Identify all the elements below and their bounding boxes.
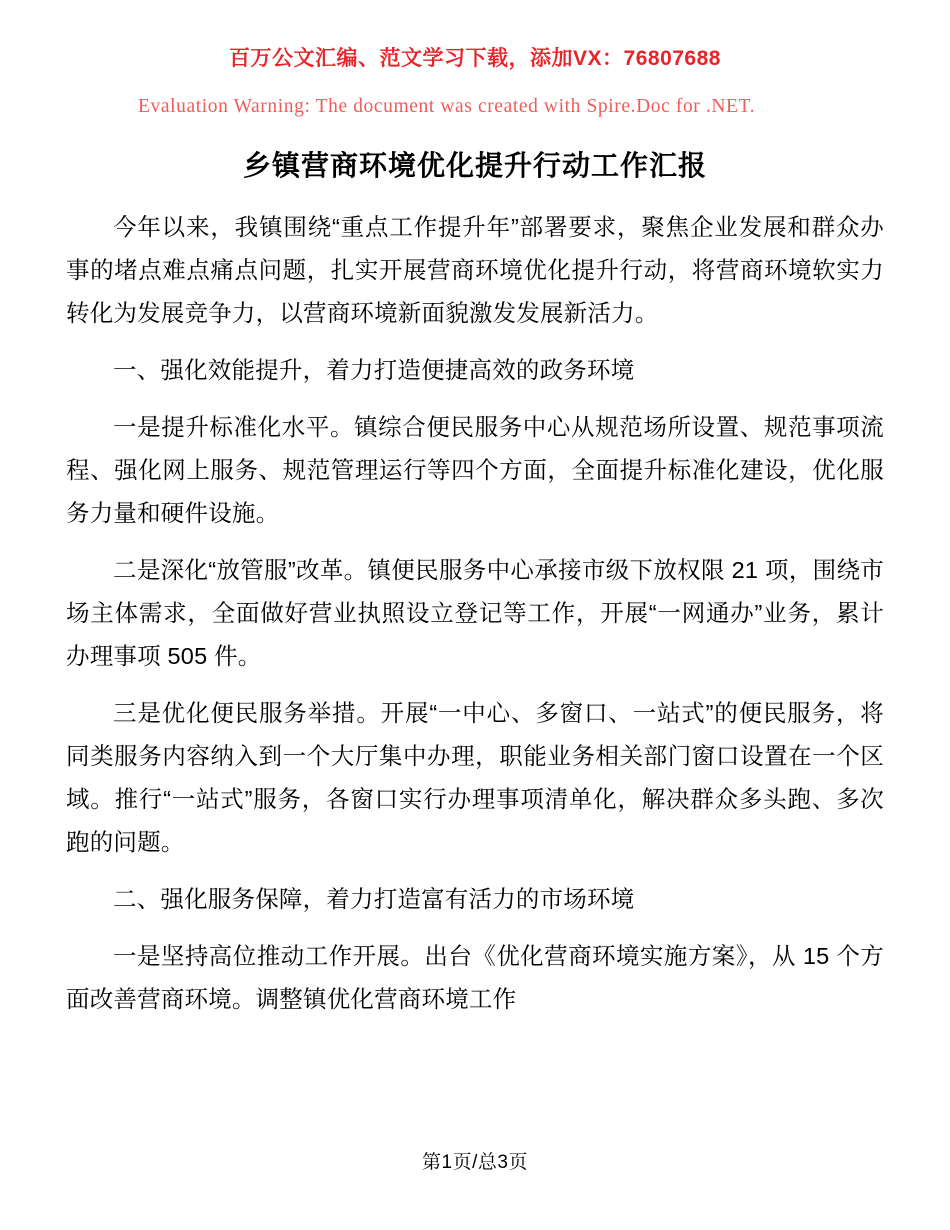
paragraph-2-1: 一是坚持高位推动工作开展。出台《优化营商环境实施方案》，从 15 个方面改善营商环境。调整镇优化营商环境工作 [66,943,884,1012]
paragraph-1-2: 二是深化“放管服”改革。镇便民服务中心承接市级下放权限 21 项，围绕市场主体需求，全面做好营业执照设立登记等工作，开展“一网通办”业务，累计办理事项 505 件。 [66,557,884,669]
paragraph-1-3: 三是优化便民服务举措。开展“一中心、多窗口、一站式”的便民服务，将同类服务内容纳入到一个大厅集中办理，职能业务相关部门窗口设置在一个区域。推行“一站式”服务，各窗口实行办理事项清单化，解决群众多头跑、多次跑的问题。 [66,700,884,855]
page-footer: 第1页/总3页 [422,1152,528,1173]
page-title: 乡镇营商环境优化提升行动工作汇报 [242,150,707,181]
evaluation-warning: Evaluation Warning: The document was created with Spire.Doc for .NET. [138,96,756,117]
promo-banner: 百万公文汇编、范文学习下载，添加VX：76807688 [229,47,721,70]
paragraph-1-1: 一是提升标准化水平。镇综合便民服务中心从规范场所设置、规范事项流程、强化网上服务、规范管理运行等四个方面，全面提升标准化建设，优化服务力量和硬件设施。 [66,414,884,526]
paragraph-intro: 今年以来，我镇围绕“重点工作提升年”部署要求，聚焦企业发展和群众办事的堵点难点痛点问题，扎实开展营商环境优化提升行动，将营商环境软实力转化为发展竞争力，以营商环境新面貌激发发展新活力。 [66,214,884,326]
section-heading-1: 一、强化效能提升，着力打造便捷高效的政务环境 [113,357,635,383]
section-heading-2: 二、强化服务保障，着力打造富有活力的市场环境 [113,886,635,912]
